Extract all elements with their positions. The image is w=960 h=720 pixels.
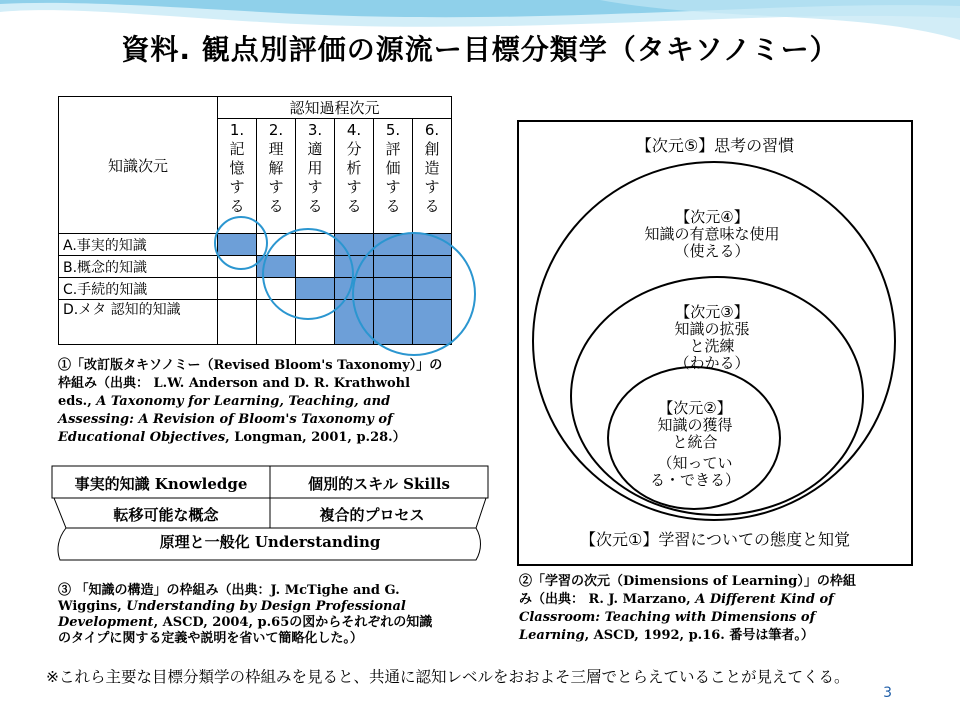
- col-char: 造: [424, 159, 440, 177]
- caption-line: [519, 609, 915, 627]
- dimension-3-label: [630, 304, 794, 372]
- dimension-5-label: 【次元⑤】思考の習慣: [635, 136, 795, 155]
- col-char: る: [307, 197, 323, 215]
- caption-book-title: A Taxonomy for Learning, Teaching, and: [96, 394, 391, 409]
- col-char: 析: [346, 159, 362, 177]
- page-number: 3: [883, 685, 892, 701]
- col-char: す: [424, 178, 440, 196]
- dimension-2-label: [630, 400, 760, 489]
- matrix-cell: [218, 278, 257, 300]
- caption-book-title: Classroom: Teaching with Dimensions of: [519, 610, 816, 625]
- dim-line: る・できる）: [649, 471, 740, 489]
- cognitive-process-col-5: [374, 119, 413, 234]
- dimension-4-label: [600, 209, 824, 260]
- caption-text: eds.,: [58, 394, 97, 409]
- col-char: 価: [385, 159, 401, 177]
- cognitive-process-header: 認知過程次元: [218, 97, 452, 119]
- caption-text: Wiggins,: [58, 599, 127, 614]
- ks-skills: 個別的スキル Skills: [308, 475, 450, 493]
- knowledge-row-label: B.概念的知識: [59, 256, 218, 278]
- col-char: 記: [229, 140, 245, 158]
- knowledge-row-label: C.手続的知識: [59, 278, 218, 300]
- col-number: 6.: [424, 121, 440, 139]
- caption-book-title: A Different Kind of: [695, 592, 834, 607]
- caption-line: ③ 「知識の構造」の枠組み（出典：J. McTighe and G.: [58, 583, 400, 598]
- col-number: 2.: [268, 121, 284, 139]
- caption-book-title: Educational Objectives: [58, 430, 226, 445]
- highlight-circle-large: [352, 232, 476, 356]
- caption-book-title: Assessing: A Revision of Bloom's Taxonomy of: [58, 412, 393, 427]
- dim-line: と洗練: [689, 337, 735, 355]
- col-char: 創: [424, 140, 440, 158]
- caption-text: , Longman, 2001, p.28.）: [225, 430, 406, 445]
- col-number: 3.: [307, 121, 323, 139]
- col-char: 適: [307, 140, 323, 158]
- col-char: す: [268, 178, 284, 196]
- knowledge-row-label: D.メタ 認知的知識: [59, 300, 218, 345]
- caption-taxonomy: [58, 357, 508, 447]
- caption-line: ①「改訂版タキソノミー（Revised Bloom's Taxonomy）」の: [58, 358, 443, 373]
- col-char: す: [385, 178, 401, 196]
- dim-line: （知ってい: [657, 454, 733, 472]
- dimension-1-label: 【次元①】学習についての態度と知覚: [579, 530, 851, 549]
- caption-line: [58, 411, 508, 429]
- col-char: 用: [307, 159, 323, 177]
- knowledge-dimension-header: 知識次元: [59, 97, 218, 234]
- ks-transferable-concepts: 転移可能な概念: [113, 506, 219, 524]
- caption-dimensions: [519, 573, 915, 645]
- col-char: す: [307, 178, 323, 196]
- cognitive-process-col-6: [413, 119, 452, 234]
- col-number: 4.: [346, 121, 362, 139]
- dim-line: 知識の拡張: [674, 320, 750, 338]
- cognitive-process-col-2: [257, 119, 296, 234]
- col-char: 理: [268, 140, 284, 158]
- col-char: る: [385, 197, 401, 215]
- caption-text: , ASCD, 2004, p.65の図からそれぞれの知識: [153, 615, 433, 630]
- caption-line: [519, 627, 915, 645]
- col-char: る: [424, 197, 440, 215]
- ks-complex-processes: 複合的プロセス: [319, 506, 425, 524]
- col-char: る: [268, 197, 284, 215]
- caption-line: [58, 599, 482, 615]
- caption-line: [58, 615, 482, 631]
- col-char: 憶: [229, 159, 245, 177]
- caption-knowledge-structure: [58, 583, 482, 647]
- caption-line: [58, 393, 508, 411]
- col-char: 解: [268, 159, 284, 177]
- caption-book-title: Learning: [519, 628, 585, 643]
- dim-line: 【次元②】: [658, 399, 732, 417]
- cognitive-process-col-3: [296, 119, 335, 234]
- matrix-cell: [218, 300, 257, 345]
- col-char: す: [346, 178, 362, 196]
- col-char: 分: [346, 140, 362, 158]
- ks-understanding: 原理と一般化 Understanding: [159, 533, 381, 551]
- caption-text: み（出典： R. J. Marzano,: [519, 592, 696, 607]
- highlight-circle-medium: [262, 228, 354, 320]
- caption-line: [58, 429, 508, 447]
- caption-book-title: Development: [58, 615, 154, 630]
- dim-line: 知識の有意味な使用: [644, 225, 780, 243]
- col-char: る: [346, 197, 362, 215]
- caption-line: [519, 591, 915, 609]
- caption-line: のタイプに関する定義や説明を省いて簡略化した。）: [58, 631, 363, 646]
- dim-line: と統合: [672, 433, 718, 451]
- caption-text: , ASCD, 1992, p.16. 番号は筆者。）: [584, 628, 814, 643]
- dim-line: 知識の獲得: [657, 416, 733, 434]
- dim-line: （使える）: [674, 242, 750, 260]
- caption-line: ②「学習の次元（Dimensions of Learning）」の枠組: [519, 574, 856, 589]
- cognitive-process-col-4: [335, 119, 374, 234]
- col-char: す: [229, 178, 245, 196]
- col-char: る: [229, 197, 245, 215]
- col-number: 1.: [229, 121, 245, 139]
- dim-line: （わかる）: [674, 354, 750, 372]
- caption-book-title: Understanding by Design Professional: [126, 599, 406, 614]
- page-title: 資料. 観点別評価の源流ー目標分類学（タキソノミー）: [121, 33, 839, 66]
- col-char: 評: [385, 140, 401, 158]
- caption-line: 枠組み（出典： L.W. Anderson and D. R. Krathwohl: [58, 376, 411, 391]
- ks-facts-knowledge: 事実的知識 Knowledge: [74, 475, 248, 493]
- dim-line: 【次元③】: [675, 303, 749, 321]
- footnote: ※これら主要な目標分類学の枠組みを見ると、共通に認知レベルをおおよそ三層でとらえていることが見えてくる。: [46, 668, 850, 686]
- dim-line: 【次元④】: [675, 208, 749, 226]
- col-number: 5.: [385, 121, 401, 139]
- knowledge-row-label: A.事実的知識: [59, 234, 218, 256]
- highlight-circle-small: [214, 216, 268, 270]
